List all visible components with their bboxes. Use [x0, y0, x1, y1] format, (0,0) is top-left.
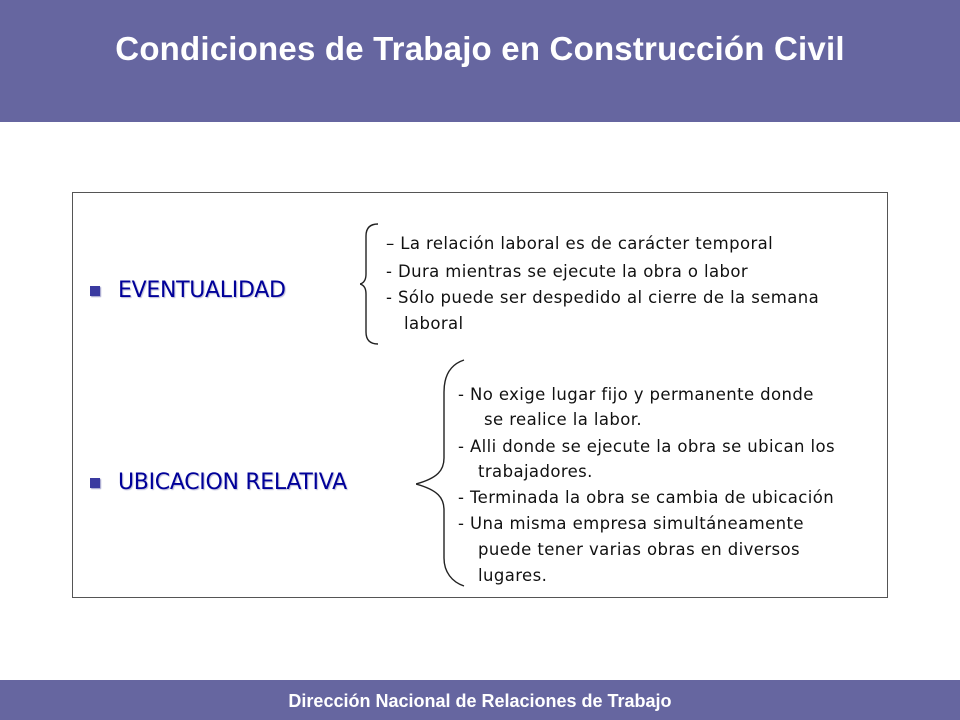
square-bullet-icon: [90, 286, 100, 296]
detail-line: - Alli donde se ejecute la obra se ubican los: [458, 437, 835, 456]
page-title: Condiciones de Trabajo en Construcción Civil: [115, 30, 845, 67]
detail-line: trabajadores.: [478, 462, 593, 481]
detail-line: laboral: [404, 314, 464, 333]
section-ubicacion-relativa: [90, 470, 347, 495]
detail-line: lugares.: [478, 566, 548, 585]
square-bullet-icon: [90, 478, 100, 488]
section-eventualidad: [90, 278, 286, 303]
detail-line: – La relación laboral es de carácter temporal: [386, 234, 774, 253]
detail-line: - Sólo puede ser despedido al cierre de la semana: [386, 288, 820, 307]
detail-line: - Una misma empresa simultáneamente: [458, 514, 804, 533]
detail-line: - Dura mientras se ejecute la obra o labor: [386, 262, 749, 281]
detail-line: se realice la labor.: [484, 410, 643, 429]
section-label-ubicacion-relativa: UBICACION RELATIVA: [118, 470, 347, 495]
detail-line: puede tener varias obras en diversos: [478, 540, 801, 559]
section-label-eventualidad: EVENTUALIDAD: [118, 278, 286, 303]
detail-line: - No exige lugar fijo y permanente donde: [458, 385, 814, 404]
curly-brace-icon: [360, 222, 384, 346]
footer-text: Dirección Nacional de Relaciones de Trabajo: [288, 691, 672, 711]
detail-line: - Terminada la obra se cambia de ubicación: [458, 488, 835, 507]
